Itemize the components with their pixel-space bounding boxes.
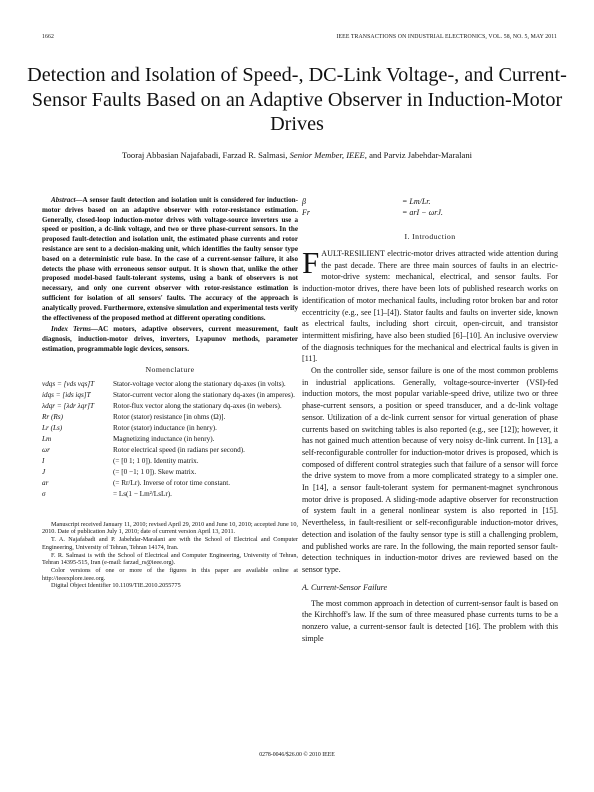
nomenclature-symbol: σ	[42, 489, 46, 498]
author-line	[20, 150, 574, 160]
nomenclature-row	[42, 424, 298, 435]
nomenclature-row	[42, 479, 298, 490]
subsection-heading-current-sensor-failure: A. Current-Sensor Failure	[302, 582, 388, 592]
nomenclature-symbol: J	[42, 467, 46, 476]
author-last: and Parviz Jabehdar-Maralani	[369, 150, 473, 160]
definition-row	[302, 207, 558, 218]
author-membership: Senior Member, IEEE,	[289, 150, 367, 160]
nomenclature-description: (= [0 1; 1 0]). Identity matrix.	[113, 456, 199, 465]
nomenclature-description: Stator-current vector along the stationary dq-axes (in amperes).	[113, 390, 295, 399]
nomenclature-row	[42, 402, 298, 413]
left-column	[42, 196, 298, 590]
nomenclature-table	[42, 380, 298, 501]
footnote: Digital Object Identifier 10.1109/TIE.2010.2055775	[51, 582, 181, 590]
nomenclature-description: Stator-voltage vector along the stationary dq-axes (in volts).	[113, 379, 286, 388]
nomenclature-description: Rotor (stator) resistance [in ohms (Ω)].	[113, 412, 226, 421]
running-header: IEEE TRANSACTIONS ON INDUSTRIAL ELECTRONICS, VOL. 58, NO. 5, MAY 2011	[336, 34, 557, 40]
footnote: Manuscript received January 11, 2010; revised April 29, 2010 and June 10, 2010; accepted June 10, 2010. Date of publication July 1, 2010; date of current version April 13, 2011.	[42, 520, 298, 536]
nomenclature-row	[42, 490, 298, 501]
nomenclature-symbol: Rr (Rs)	[42, 412, 63, 421]
nomenclature-description: Rotor (stator) inductance (in henry).	[113, 423, 217, 432]
nomenclature-row	[42, 468, 298, 479]
paper-title: Detection and Isolation of Speed-, DC-Link Voltage-, and Current-Sensor Faults Based on an Adaptive Observer in Induction-Motor Drives	[27, 64, 567, 135]
nomenclature-symbol: I	[42, 456, 45, 465]
nomenclature-symbol: λdqr = [λdr λqr]T	[42, 401, 94, 410]
nomenclature-description: Rotor-flux vector along the stationary dq-axes (in webers).	[113, 401, 282, 410]
nomenclature-row	[42, 391, 298, 402]
nomenclature-description: = Ls(1 − Lm²/LsLr).	[113, 489, 172, 498]
subsection-a-paragraph-1: The most common approach in detection of current-sensor fault is based on the Kirchhoff's law. If the sum of three measured phase currents turns to be a nonzero value, a current-sensor fault is detected [16]. The problem with this simple	[302, 598, 558, 643]
definition-symbol: Fr	[302, 208, 310, 217]
abstract-label: Abstract—	[51, 196, 83, 204]
nomenclature-description: Magnetizing inductance (in henry).	[113, 434, 215, 443]
page-number: 1662	[42, 34, 54, 40]
definitions-continued	[302, 196, 558, 218]
intro-paragraph-1-text: AULT-RESILIENT electric-motor drives attracted wide attention during the past decade. There are three main sources of faults in an electric-motor-drive system: mechanical, electrical, and sensor faults. For induction-motor drives, there have been lots of published research works on identification of motor mechanical faults, including rotor broken bar and rotor eccentricity (e.g., see [1]–[4]). Stator faults and faults on inverter side, known as electrical faults, including short circuit, open-circuit, and transistor intermittent misfiring, have also been studied [6]–[10]. An inclusive overview of the diagnosis techniques for the mechanical and electrical faults is given in [11].	[302, 249, 558, 364]
index-terms	[42, 325, 298, 354]
nomenclature-description: (= [0 −1; 1 0]). Skew matrix.	[113, 467, 197, 476]
nomenclature-row	[42, 435, 298, 446]
index-terms-text: AC motors, adaptive observers, current measurement, fault diagnosis, induction-motor drives, inverters, Lyapunov methods, parameter estimation, programmable logic devices, sensors.	[42, 325, 299, 353]
footnotes	[42, 521, 298, 590]
nomenclature-symbol: ωr	[42, 445, 50, 454]
intro-paragraph-1	[302, 245, 558, 365]
copyright-footer: 0278-0046/$26.00 © 2010 IEEE	[259, 752, 335, 758]
nomenclature-symbol: vdqs = [vds vqs]T	[42, 379, 95, 388]
right-column	[302, 196, 558, 645]
nomenclature-description: Rotor electrical speed (in radians per second).	[113, 445, 245, 454]
section-heading-introduction: I. Introduction	[404, 232, 456, 241]
nomenclature-symbol: idqs = [ids iqs]T	[42, 390, 91, 399]
nomenclature-description: (= Rr/Lr). Inverse of rotor time constant.	[113, 478, 231, 487]
intro-paragraph-2: On the controller side, sensor failure is one of the most common problems in industrial applications. Generally, voltage-source-inverter (VSI)-fed induction motors, the most popular variable-speed drive, utilize two or three phase-current sensors, a position or speed transducer, and a dc-link voltage sensor. Utilization of a dc-link current sensor for virtual generation of phase currents based on switching tables is also reported (e.g., see [12]); however, it has not gained much attention because of very noisy dc-link current. In [13], a self-reconfigurable controller for induction-motor drives is proposed, which is composed of different control strategies such that failure of a sensor will force the drive system to move from a more complicated strategy to a simpler one. In [14], a sensor fault-tolerant system for permanent-magnet synchronous motor drive is proposed. A sliding-mode adaptive observer for reconstruction of system fault in a general nonlinear system is also reported in [15]. Nevertheless, in fault-resilient or self-reconfigurable induction-motor drives, detection and isolation of the faulty sensor type is still a challenging problem, and published works are rare. In the following, the main reported sensor fault-detection techniques in induction-motor drives are reviewed based on the sensor type.	[302, 366, 558, 574]
definition-value: = arI − ωrJ.	[402, 208, 443, 217]
author-names: Tooraj Abbasian Najafabadi, Farzad R. Salmasi,	[121, 150, 288, 160]
nomenclature-row	[42, 380, 298, 391]
nomenclature-row	[42, 413, 298, 424]
footnote: Color versions of one or more of the figures in this paper are available online at http://ieeexplore.ieee.org.	[42, 566, 298, 582]
nomenclature-heading: Nomenclature	[145, 364, 195, 374]
index-terms-label: Index Terms—	[51, 325, 98, 334]
definition-row	[302, 196, 558, 207]
nomenclature-symbol: Lm	[42, 434, 52, 443]
definition-symbol: β	[302, 197, 306, 206]
definition-value: = Lm/Lr.	[402, 197, 431, 206]
nomenclature-symbol: ar	[42, 478, 49, 487]
nomenclature-row	[42, 457, 298, 468]
abstract-text: A sensor fault detection and isolation unit is considered for induction-motor drives based on an adaptive observer with rotor-resistance estimation. Generally, closed-loop induction-motor drives with voltage-source inverters use a speed or position, a dc-link voltage, and two or three phase-current sensors. In the proposed fault-detection and isolation unit, the estimated phase currents and rotor resistance are sent to a decision-making unit, which identifies the faulty sensor type based on a deterministic rule base. In the case of a current-sensor failure, it also detects the phase with erroneous sensor output. It is shown that, unlike the other proposed model-based fault-tolerant systems, using a bank of observers is not necessary, and only one current observer with rotor-resistance estimation is sufficient for isolation of all sensors' faults. The accuracy of the approach is analytically proved. Furthermore, extensive simulation and experimental tests verify the effectiveness of the proposed method at different operating conditions.	[42, 196, 298, 322]
footnote: F. R. Salmasi is with the School of Electrical and Computer Engineering, University of Tehran, Tehran 14395-515, Iran (e-mail: farzad_rs@ieee.org).	[42, 551, 298, 567]
footnote: T. A. Najafabadi and P. Jabehdar-Maralani are with the School of Electrical and Computer Engineering, University of Tehran, Tehran 14174, Iran.	[42, 536, 298, 551]
nomenclature-row	[42, 446, 298, 457]
nomenclature-symbol: Lr (Ls)	[42, 423, 63, 432]
drop-cap: F	[302, 245, 320, 280]
abstract	[42, 196, 298, 323]
